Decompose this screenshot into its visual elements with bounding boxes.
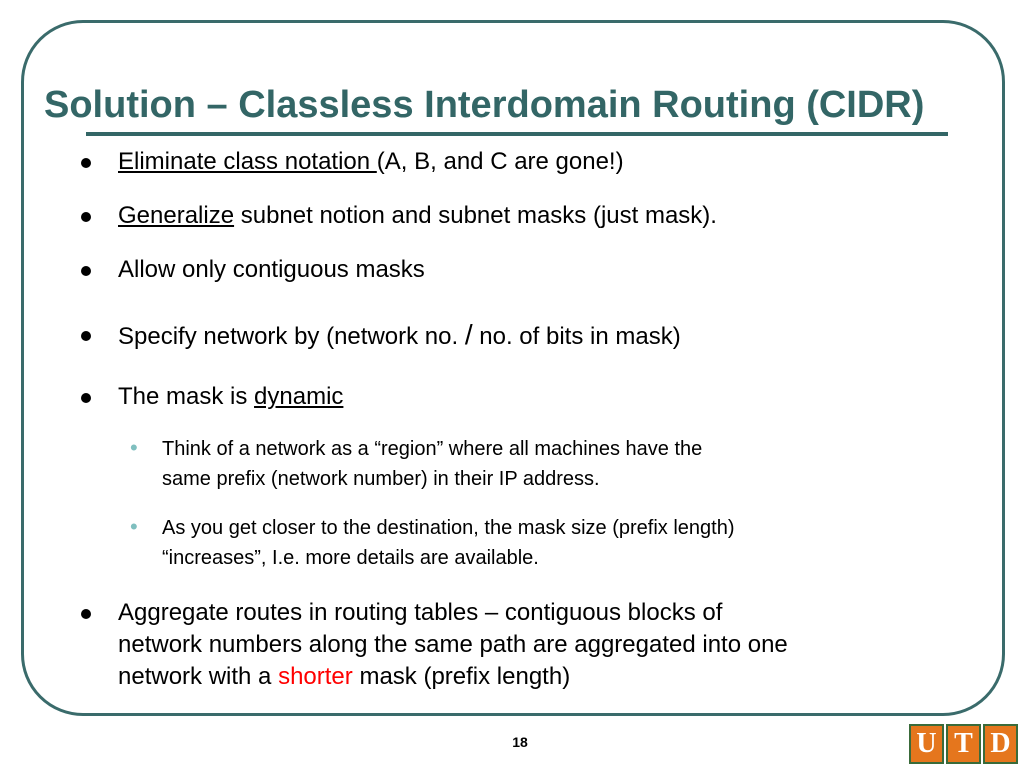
sub-bullet-line: “increases”, I.e. more details are available.	[162, 547, 539, 569]
bullet-line	[118, 661, 788, 693]
bullet-text: mask (prefix length)	[352, 663, 571, 690]
sub-bullet-line: Think of a network as a “region” where all machines have the	[162, 438, 703, 460]
bullet-dot	[81, 393, 91, 403]
utd-logo	[909, 724, 1020, 764]
slash-glyph: /	[464, 319, 473, 350]
bullet-text: Specify network by (network no.	[118, 323, 465, 350]
bullet-line: Aggregate routes in routing tables – contiguous blocks of	[118, 599, 723, 626]
bullet-dot	[81, 212, 91, 222]
sub-bullet-line: As you get closer to the destination, the mask size (prefix length)	[162, 517, 735, 539]
bullet-mask-dynamic	[118, 381, 343, 413]
page-number: 18	[512, 734, 528, 750]
bullet-generalize	[118, 200, 717, 232]
bullet-dot	[81, 266, 91, 276]
bullet-line: network numbers along the same path are aggregated into one	[118, 631, 788, 658]
bullet-dot	[81, 331, 91, 341]
sub-bullet-line: same prefix (network number) in their IP address.	[162, 468, 600, 490]
title-underline-rule	[86, 132, 948, 136]
bullet-text: subnet notion and subnet masks (just mask).	[234, 202, 717, 229]
sub-bullet-closer	[162, 513, 735, 573]
bullet-aggregate-routes	[118, 597, 788, 693]
bullet-text: The mask is	[118, 383, 255, 410]
bullet-specify-network	[118, 319, 681, 353]
bullet-underlined-text: dynamic	[254, 383, 344, 410]
logo-tile-t: T	[946, 724, 981, 764]
sub-bullet-dot: •	[130, 514, 138, 539]
bullet-eliminate-class	[118, 146, 624, 178]
logo-tile-u: U	[909, 724, 944, 764]
slide-title: Solution – Classless Interdomain Routing (CIDR)	[44, 84, 925, 126]
sub-bullet-region	[162, 434, 702, 494]
bullet-contiguous-masks: Allow only contiguous masks	[118, 256, 425, 283]
bullet-text: network with a	[118, 663, 279, 690]
bullet-text: no. of bits in mask)	[472, 323, 681, 350]
logo-tile-d: D	[983, 724, 1018, 764]
bullet-dot	[81, 609, 91, 619]
highlighted-word: shorter	[278, 663, 353, 690]
bullet-text: (A, B, and C are gone!)	[376, 148, 624, 175]
sub-bullet-dot: •	[130, 435, 138, 460]
bullet-underlined-text: Generalize	[118, 202, 235, 229]
bullet-dot	[81, 158, 91, 168]
bullet-underlined-text: Eliminate class notation	[118, 148, 377, 175]
